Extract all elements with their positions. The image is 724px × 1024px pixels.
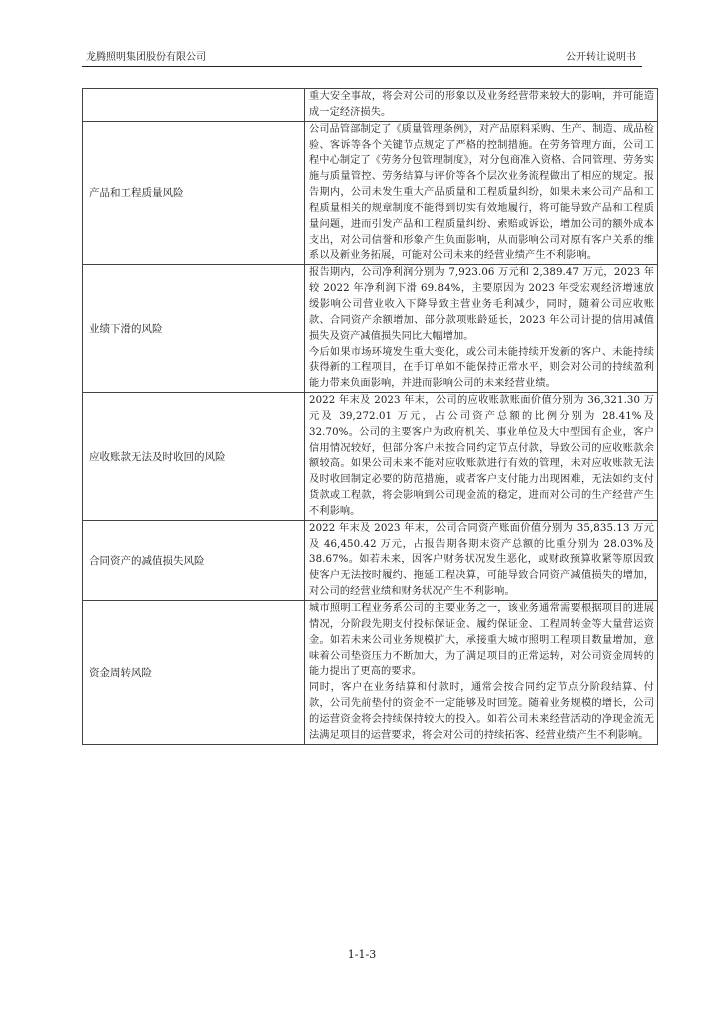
risk-name: 资金周转风险	[83, 601, 305, 745]
risk-description	[305, 393, 658, 521]
risk-name	[83, 89, 305, 122]
risk-paragraph: 重大安全事故，将会对公司的形象以及业务经营带来较大的影响，并可能造成一定经济损失。	[309, 91, 654, 118]
risk-description	[305, 520, 658, 600]
table-row	[83, 601, 658, 745]
table-row	[83, 265, 658, 393]
risk-name: 业绩下滑的风险	[83, 265, 305, 393]
risk-description	[305, 265, 658, 393]
table-row	[83, 520, 658, 600]
table-row	[83, 89, 658, 122]
risk-description	[305, 89, 658, 122]
page-number: 1-1-3	[347, 948, 377, 961]
risk-name: 产品和工程质量风险	[83, 121, 305, 265]
risk-paragraph: 今后如果市场环境发生重大变化，或公司未能持续开发新的客户、未能持续获得新的工程项目，在手订单如不能保持正常水平，则会对公司的持续盈利能力带来负面影响，并进而影响公司的未来经营业绩。	[309, 346, 654, 390]
risk-paragraph: 城市照明工程业务系公司的主要业务之一，该业务通常需要根据项目的进展情况，分阶段先期支付投标保证金、履约保证金、工程周转金等大量营运资金。如若未来公司业务规模扩大，承接重大城市照明工程项目数量增加，意味着公司垫资压力不断加大，为了满足项目的正常运转，对公司资金周转的能力提出了更高的要求。	[309, 603, 654, 678]
table-row	[83, 393, 658, 521]
risk-name: 合同资产的减值损失风险	[83, 520, 305, 600]
table-row	[83, 121, 658, 265]
risk-paragraph: 2022 年末及 2023 年末，公司的应收账款账面价值分别为 36,321.30 万元及 39,272.01 万元，占公司资产总额的比例分别为 28.41%及 32.70%。公司的主要客户为政府机关、事业单位及大中型国有企业，客户信用情况较好，但部分客户未按合同约定节点付款，导致公司的应收账款余额较高。如果公司未来不能对应收账款进行有效的管理，未对应收账款无法及时收回制定必要的防范措施，或者客户支付能力出现困难，无法如约支付货款或工程款，将会影响到公司现金流的稳定，进而对公司的生产经营产生不利影响。	[309, 395, 654, 517]
risk-paragraph: 报告期内，公司净利润分别为 7,923.06 万元和 2,389.47 万元，2023 年较 2022 年净利润下滑 69.84%，主要原因为 2023 年受宏观经济增速放缓影响公司营业收入下降导致主营业务毛利减少，同时，随着公司应收账款、合同资产余额增加、部分款项账龄延长，2023 年公司计提的信用减值损失及资产减值损失同比大幅增加。	[309, 267, 654, 342]
risk-paragraph: 同时，客户在业务结算和付款时，通常会按合同约定节点分阶段结算、付款，公司先前垫付的资金不一定能够及时回笼。随着业务规模的增长，公司的运营资金将会持续保持较大的投入。如若公司未来经营活动的净现金流无法满足项目的运营要求，将会对公司的持续拓客、经营业绩产生不利影响。	[309, 682, 654, 741]
risk-name: 应收账款无法及时收回的风险	[83, 393, 305, 521]
risk-table	[82, 88, 658, 745]
risk-paragraph: 公司品管部制定了《质量管理条例》，对产品原料采购、生产、制造、成品检验、客诉等各个关键节点规定了严格的控制措施。在劳务管理方面，公司工程中心制定了《劳务分包管理制度》，对分包商准入资格、合同管理、劳务实施与质量管控、劳务结算与评价等各个层次业务流程做出了相应的规定。报告期内，公司未发生重大产品质量和工程质量纠纷，如果未来公司产品和工程质量相关的规章制度不能得到切实有效地履行，将可能导致产品和工程质量问题，进而引发产品和工程质量纠纷、索赔或诉讼，增加公司的额外成本支出，对公司信誉和形象产生负面影响，从而影响公司对原有客户关系的维系以及新业务拓展，可能对公司未来的经营业绩产生不利影响。	[309, 123, 654, 262]
document-title: 公开转让说明书	[566, 52, 636, 63]
risk-description	[305, 601, 658, 745]
risk-description	[305, 121, 658, 265]
company-name: 龙腾照明集团股份有限公司	[86, 52, 206, 63]
page-header	[82, 50, 642, 67]
risk-paragraph: 2022 年末及 2023 年末，公司合同资产账面价值分别为 35,835.13 万元及 46,450.42 万元，占报告期各期末资产总额的比重分别为 28.03%及 38.67%。如若未来，因客户财务状况发生恶化，或财政预算收紧等原因致使客户无法按时履约、拖延工程决算，可能导致合同资产减值损失的增加，对公司的经营业绩和财务状况产生不利影响。	[309, 522, 654, 598]
